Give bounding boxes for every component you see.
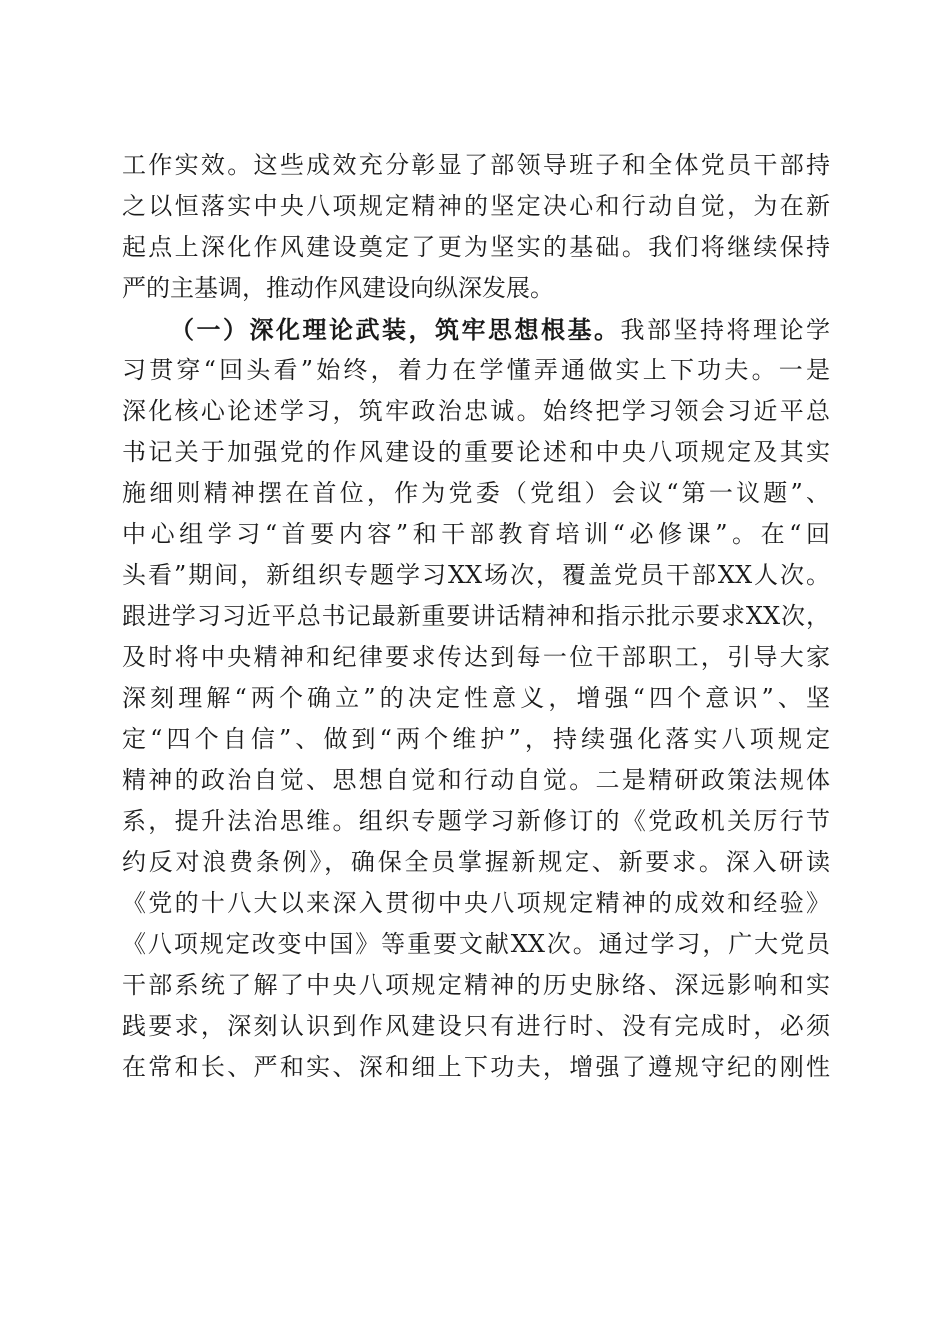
text-line: 起点上深化作风建设奠定了更为坚实的基础。我们将继续保持	[122, 233, 830, 261]
text-line: 深刻理解“两个确立”的决定性意义，增强“四个意识”、坚	[122, 684, 830, 712]
text-line: 习贯穿“回头看”始终，着力在学懂弄通做实上下功夫。一是	[122, 356, 830, 384]
text-line: 系，提升法治思维。组织专题学习新修订的《党政机关厉行节	[122, 807, 830, 835]
text-line: 书记关于加强党的作风建设的重要论述和中央八项规定及其实	[122, 438, 830, 466]
text-line: 《党的十八大以来深入贯彻中央八项规定精神的成效和经验》	[122, 889, 830, 917]
text-line: 干部系统了解了中央八项规定精神的历史脉络、深远影响和实	[122, 971, 830, 999]
text-line: 严的主基调，推动作风建设向纵深发展。	[122, 274, 554, 302]
text-line: 践要求，深刻认识到作风建设只有进行时、没有完成时，必须	[122, 1012, 830, 1040]
text-segment: 我部坚持将理论学	[620, 316, 830, 344]
text-line: 及时将中央精神和纪律要求传达到每一位干部职工，引导大家	[122, 643, 830, 671]
section-heading: （一）深化理论武装，筑牢思想根基。	[170, 315, 621, 344]
text-line: 定“四个自信”、做到“两个维护”，持续强化落实八项规定	[122, 725, 830, 753]
text-line: 工作实效。这些成效充分彰显了部领导班子和全体党员干部持	[122, 151, 830, 179]
text-line: 头看”期间，新组织专题学习XX场次，覆盖党员干部XX人次。	[122, 561, 830, 589]
text-line: 在常和长、严和实、深和细上下功夫，增强了遵规守纪的刚性	[122, 1053, 830, 1081]
text-line: 跟进学习习近平总书记最新重要讲话精神和指示批示要求XX次，	[122, 602, 830, 630]
section-heading-line	[122, 309, 830, 350]
text-line: 深化核心论述学习，筑牢政治忠诚。始终把学习领会习近平总	[122, 397, 830, 425]
text-line: 约反对浪费条例》，确保全员掌握新规定、新要求。深入研读	[122, 848, 830, 876]
text-line: 中心组学习“首要内容”和干部教育培训“必修课”。在“回	[122, 520, 830, 548]
text-line: 《八项规定改变中国》等重要文献XX次。通过学习，广大党员	[122, 930, 830, 958]
text-line: 施细则精神摆在首位，作为党委（党组）会议“第一议题”、	[122, 479, 830, 507]
text-line: 精神的政治自觉、思想自觉和行动自觉。二是精研政策法规体	[122, 766, 830, 794]
body-text	[122, 145, 830, 1088]
text-line: 之以恒落实中央八项规定精神的坚定决心和行动自觉，为在新	[122, 192, 830, 220]
